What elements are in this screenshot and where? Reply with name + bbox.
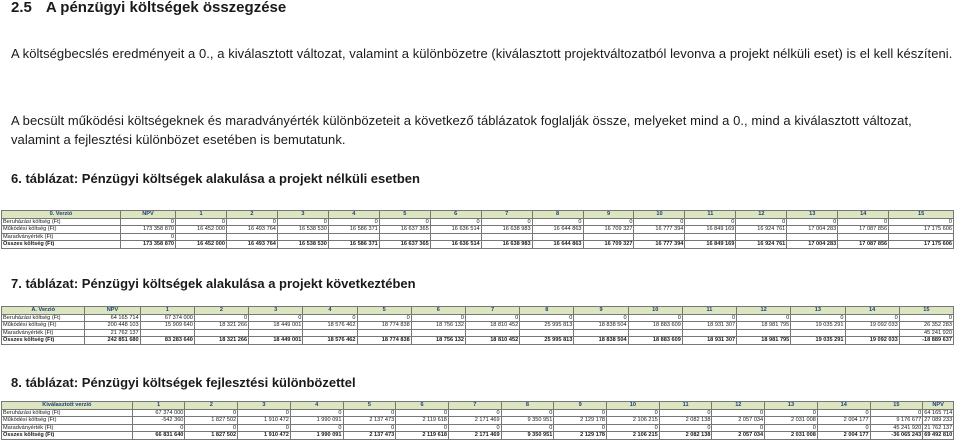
table-cell: 16 777 394: [634, 241, 685, 249]
table-cell: 18 838 504: [574, 337, 628, 345]
table-7-caption: 7. táblázat: Pénzügyi költségek alakulása a projekt következtében: [11, 276, 416, 291]
column-header: NPV: [923, 402, 954, 410]
column-header: 4: [303, 307, 357, 315]
table-cell: 0: [194, 314, 248, 322]
table-row: [2, 322, 954, 330]
section-number: 2.5: [11, 0, 32, 16]
table-cell: 0: [765, 409, 818, 417]
table-cell: 0: [659, 409, 712, 417]
table-cell: 0: [736, 218, 787, 226]
table-cell: 2 057 034: [712, 417, 765, 425]
table-cell: 18 321 266: [194, 322, 248, 330]
table-row: [2, 218, 954, 226]
table-cell: 173 358 870: [120, 226, 175, 234]
column-header: 10: [634, 211, 685, 219]
table-cell: [845, 329, 899, 337]
table-cell: [430, 233, 481, 241]
table-cell: 2 004 177: [817, 432, 870, 440]
table-cell: 17 004 283: [787, 241, 838, 249]
table-cell: [194, 329, 248, 337]
table-cell: 18 810 452: [465, 322, 519, 330]
table-cell: 200 448 103: [85, 322, 140, 330]
table-cell: 0: [290, 409, 343, 417]
table-row: [2, 226, 954, 234]
column-header: 4: [290, 402, 343, 410]
table-cell: 2 119 618: [396, 417, 449, 425]
table-cell: 1 827 502: [185, 417, 238, 425]
row-label: Maradványérték (Ft): [2, 329, 85, 337]
table-cell: 0: [765, 424, 818, 432]
table-cell: 0: [226, 218, 277, 226]
table-cell: 21 762 137: [85, 329, 140, 337]
table-cell: 0: [303, 314, 357, 322]
table-cell: 17 004 283: [787, 226, 838, 234]
column-header: Kiválasztott verzió: [2, 402, 133, 410]
column-header: 11: [659, 402, 712, 410]
table-cell: 16 452 000: [176, 226, 227, 234]
column-header: 15: [870, 402, 923, 410]
table-cell: 0: [343, 424, 396, 432]
column-header: 9: [554, 402, 607, 410]
table-cell: 16 644 863: [532, 241, 583, 249]
table-cell: 2 031 008: [765, 432, 818, 440]
table-cell: 21 762 137: [924, 424, 953, 431]
table-cell: 16 644 863: [532, 226, 583, 234]
table-cell: 0: [290, 424, 343, 432]
column-header: 14: [845, 307, 899, 315]
table-cell: [682, 329, 736, 337]
table-cell: 173 358 870: [120, 241, 175, 249]
column-header: 8: [501, 402, 554, 410]
table-cell: 17 175 606: [889, 241, 954, 249]
table-cell: 0: [411, 314, 465, 322]
table-cell: 16 493 764: [226, 226, 277, 234]
table-cell: 16 637 365: [379, 241, 430, 249]
column-header: 7: [448, 402, 501, 410]
table-cell: 16 452 000: [176, 241, 227, 249]
table-cell: 18 931 307: [682, 322, 736, 330]
table-header-row: [2, 402, 954, 410]
column-header: 1: [176, 211, 227, 219]
table-row: [2, 424, 954, 432]
table-cell: 0: [501, 409, 554, 417]
table-cell: 66 831 640: [132, 432, 185, 440]
table-7-with-project: [1, 306, 954, 345]
row-label: Működési költség (Ft): [2, 417, 133, 425]
table-cell: [249, 329, 303, 337]
table-cell: 16 586 371: [328, 226, 379, 234]
table-cell: 0: [685, 218, 736, 226]
table-cell: 2 106 215: [607, 432, 660, 440]
table-cell: 0: [634, 218, 685, 226]
table-cell: 16 637 365: [379, 226, 430, 234]
table-cell: 0: [899, 314, 953, 322]
column-header: 12: [736, 211, 787, 219]
table-cell: 0: [396, 424, 449, 432]
table-cell: 0: [712, 409, 765, 417]
table-cell: 2 137 473: [343, 432, 396, 440]
table-cell: 0: [607, 424, 660, 432]
table-cell: [277, 233, 328, 241]
table-cell: 9 350 951: [501, 432, 554, 440]
table-cell: [634, 233, 685, 241]
table-cell: 0: [120, 233, 175, 241]
column-header: 1: [132, 402, 185, 410]
table-cell: 0: [238, 424, 291, 432]
table-cell: 0: [870, 409, 923, 417]
column-header: 12: [712, 402, 765, 410]
table-cell: 0: [791, 314, 845, 322]
table-row: [2, 409, 954, 417]
intro-paragraph-2: A becsült működési költségeknek és maradványérték különbözeteit a következő táblázatok foglalják össze, melyeket mind a 0., mind a kiválasztott változat, valamint a fejlesztési különbözet esetében is bemutatunk.: [11, 113, 912, 147]
table-cell: 0: [628, 314, 682, 322]
table-row: [2, 337, 954, 345]
column-header: 2: [185, 402, 238, 410]
section-heading: [11, 0, 300, 16]
table-cell: 0: [185, 409, 238, 417]
table-cell: [574, 329, 628, 337]
table-row: [2, 432, 954, 440]
table-cell: 1 910 472: [238, 417, 291, 425]
table-cell: 16 924 761: [736, 226, 787, 234]
row-label: Működési költség (Ft): [2, 226, 121, 234]
table-cell: [889, 233, 954, 241]
table-cell: 0: [845, 314, 899, 322]
table-cell: 27 089 233: [924, 417, 953, 424]
table-cell: 0: [838, 218, 889, 226]
table-cell: 16 586 371: [328, 241, 379, 249]
table-cell: [628, 329, 682, 337]
table-cell: [481, 233, 532, 241]
table-cell: 1 990 091: [290, 432, 343, 440]
table-cell: [140, 329, 194, 337]
table-cell: 0: [176, 218, 227, 226]
table-cell: 2 129 178: [554, 432, 607, 440]
table-cell: 17 175 606: [889, 226, 954, 234]
table-cell: 18 576 462: [303, 322, 357, 330]
table-cell: 17 087 856: [838, 226, 889, 234]
column-header: 6: [430, 211, 481, 219]
table-cell: 0: [554, 409, 607, 417]
column-header: 4: [328, 211, 379, 219]
table-cell: 0: [132, 424, 185, 432]
table-cell: 19 092 033: [845, 337, 899, 345]
row-label: Működési költség (Ft): [2, 322, 85, 330]
section-title: A pénzügyi költségek összegzése: [45, 0, 287, 16]
column-header: 1: [140, 307, 194, 315]
table-cell: 19 035 291: [791, 337, 845, 345]
table-cell: 25 995 813: [520, 322, 574, 330]
table-cell: 16 849 169: [685, 241, 736, 249]
column-header: 6: [396, 402, 449, 410]
column-header: A. Verzió: [2, 307, 85, 315]
table-cell: [411, 329, 465, 337]
table-cell: 67 374 000: [140, 314, 194, 322]
table-cell: [465, 329, 519, 337]
table-cell: 16 709 327: [583, 226, 634, 234]
table-cell: 1 827 502: [185, 432, 238, 440]
table-cell: [737, 329, 791, 337]
row-label: Maradványérték (Ft): [2, 233, 121, 241]
table-cell: 2 137 473: [343, 417, 396, 425]
table-cell: [520, 329, 574, 337]
table-cell: 0: [120, 218, 175, 226]
column-header: 5: [343, 402, 396, 410]
table-cell: -36 065 243: [870, 432, 923, 440]
table-cell: 18 449 001: [249, 322, 303, 330]
table-cell: 0: [430, 218, 481, 226]
table-cell: 0: [379, 218, 430, 226]
column-header: 3: [277, 211, 328, 219]
table-cell: 0: [574, 314, 628, 322]
table-cell: 16 636 514: [430, 226, 481, 234]
table-cell: 19 092 033: [845, 322, 899, 330]
table-header-row: [2, 307, 954, 315]
table-cell: 0: [448, 424, 501, 432]
table-cell: 18 756 132: [411, 322, 465, 330]
table-cell: 0: [481, 218, 532, 226]
table-cell: 25 995 813: [520, 337, 574, 345]
table-cell: 18 981 795: [737, 322, 791, 330]
table-cell: 16 538 530: [277, 241, 328, 249]
table-cell: 18 576 462: [303, 337, 357, 345]
table-cell: [328, 233, 379, 241]
table-cell: 67 374 000: [132, 409, 185, 417]
table-6-caption: 6. táblázat: Pénzügyi költségek alakulása a projekt nélküli esetben: [11, 171, 420, 186]
column-header: NPV: [120, 211, 175, 219]
table-8-caption: 8. táblázat: Pénzügyi költségek fejlesztési különbözettel: [11, 375, 356, 390]
table-cell: 69 492 810: [924, 432, 953, 439]
table-cell: [787, 233, 838, 241]
table-cell: 18 883 609: [628, 337, 682, 345]
table-cell: 0: [787, 218, 838, 226]
table-cell: 0: [532, 218, 583, 226]
table-cell: 19 035 291: [791, 322, 845, 330]
table-cell: 18 981 795: [737, 337, 791, 345]
table-cell: 0: [238, 409, 291, 417]
column-header: 5: [357, 307, 411, 315]
table-header-row: [2, 211, 954, 219]
column-header: 0. Verzió: [2, 211, 121, 219]
column-header: 3: [238, 402, 291, 410]
table-cell: 18 838 504: [574, 322, 628, 330]
column-header: 15: [889, 211, 954, 219]
table-cell: 0: [501, 424, 554, 432]
table-cell: 0: [277, 218, 328, 226]
table-cell: 18 756 132: [411, 337, 465, 345]
table-cell: 16 638 983: [481, 226, 532, 234]
table-cell: 0: [817, 409, 870, 417]
table-cell: 16 538 530: [277, 226, 328, 234]
table-cell: 2 171 469: [448, 417, 501, 425]
table-cell: 0: [607, 409, 660, 417]
table-cell: 2 082 138: [659, 432, 712, 440]
table-cell: 2 031 008: [765, 417, 818, 425]
table-cell: 16 636 514: [430, 241, 481, 249]
column-header: 13: [765, 402, 818, 410]
table-cell: [357, 329, 411, 337]
column-header: 10: [628, 307, 682, 315]
row-label: Összes költség (Ft): [2, 241, 121, 249]
table-row: [2, 329, 954, 337]
table-cell: 0: [465, 314, 519, 322]
table-cell: 64 165 714: [924, 409, 953, 416]
table-cell: 16 638 983: [481, 241, 532, 249]
table-cell: 0: [682, 314, 736, 322]
table-cell: 0: [343, 409, 396, 417]
table-cell: 17 087 856: [838, 241, 889, 249]
table-6-no-project: [1, 210, 954, 249]
table-cell: 0: [737, 314, 791, 322]
table-cell: 18 449 001: [249, 337, 303, 345]
table-cell: 0: [396, 409, 449, 417]
column-header: 5: [379, 211, 430, 219]
table-cell: 18 321 266: [194, 337, 248, 345]
table-cell: 242 851 680: [85, 337, 140, 345]
table-cell: 2 082 138: [659, 417, 712, 425]
table-cell: 64 165 714: [85, 314, 140, 322]
column-header: 12: [737, 307, 791, 315]
table-cell: 0: [520, 314, 574, 322]
table-cell: 9 350 951: [501, 417, 554, 425]
column-header: 15: [899, 307, 953, 315]
table-cell: 83 283 640: [140, 337, 194, 345]
column-header: 11: [685, 211, 736, 219]
column-header: 14: [817, 402, 870, 410]
table-cell: 1 990 091: [290, 417, 343, 425]
table-cell: [736, 233, 787, 241]
column-header: 3: [249, 307, 303, 315]
column-header: 14: [838, 211, 889, 219]
table-cell: 18 810 452: [465, 337, 519, 345]
table-cell: -542 360: [132, 417, 185, 425]
table-cell: [532, 233, 583, 241]
table-cell: [791, 329, 845, 337]
column-header: 8: [532, 211, 583, 219]
column-header: 7: [481, 211, 532, 219]
row-label: Beruházási költség (Ft): [2, 314, 85, 322]
table-cell: 2 057 034: [712, 432, 765, 440]
table-cell: 16 849 169: [685, 226, 736, 234]
column-header: NPV: [85, 307, 140, 315]
table-cell: 2 171 469: [448, 432, 501, 440]
table-row: [2, 241, 954, 249]
table-8-development-difference: [1, 401, 954, 440]
table-cell: 16 924 761: [736, 241, 787, 249]
table-cell: [176, 233, 227, 241]
table-cell: 2 119 618: [396, 432, 449, 440]
row-label: Összes költség (Ft): [2, 432, 133, 440]
row-label: Beruházási költség (Ft): [2, 218, 121, 226]
column-header: 8: [520, 307, 574, 315]
table-cell: 16 709 327: [583, 241, 634, 249]
table-cell: 2 106 215: [607, 417, 660, 425]
column-header: 10: [607, 402, 660, 410]
table-cell: 0: [249, 314, 303, 322]
table-cell: 45 241 920: [899, 329, 953, 337]
table-cell: 0: [659, 424, 712, 432]
table-cell: [685, 233, 736, 241]
table-cell: 0: [889, 218, 954, 226]
intro-paragraph-1: A költségbecslés eredményeit a 0., a kiválasztott változat, valamint a különbözetre (kiválasztott projektváltozatból levonva a projekt nélküli eset) is el kell készíteni.: [11, 46, 953, 61]
column-header: 6: [411, 307, 465, 315]
table-cell: [226, 233, 277, 241]
table-cell: 0: [448, 409, 501, 417]
table-cell: [303, 329, 357, 337]
column-header: 2: [194, 307, 248, 315]
table-cell: 0: [817, 424, 870, 432]
table-cell: 1 910 472: [238, 432, 291, 440]
table-cell: 26 352 283: [899, 322, 953, 330]
table-cell: 0: [712, 424, 765, 432]
table-cell: [583, 233, 634, 241]
table-row: [2, 314, 954, 322]
column-header: 2: [226, 211, 277, 219]
column-header: 9: [574, 307, 628, 315]
table-cell: 0: [328, 218, 379, 226]
table-row: [2, 417, 954, 425]
column-header: 11: [682, 307, 736, 315]
table-cell: 18 774 838: [357, 337, 411, 345]
column-header: 7: [465, 307, 519, 315]
table-cell: 18 883 609: [628, 322, 682, 330]
column-header: 13: [787, 211, 838, 219]
column-header: 13: [791, 307, 845, 315]
table-cell: [838, 233, 889, 241]
table-cell: 2 129 178: [554, 417, 607, 425]
row-label: Maradványérték (Ft): [2, 424, 133, 432]
row-label: Összes költség (Ft): [2, 337, 85, 345]
table-cell: 18 774 838: [357, 322, 411, 330]
table-cell: 18 931 307: [682, 337, 736, 345]
table-row: [2, 233, 954, 241]
table-cell: 0: [554, 424, 607, 432]
table-cell: 0: [357, 314, 411, 322]
table-cell: 9 176 677: [870, 417, 923, 425]
row-label: Beruházási költség (Ft): [2, 409, 133, 417]
table-cell: 15 909 640: [140, 322, 194, 330]
table-cell: 2 004 177: [817, 417, 870, 425]
table-cell: 0: [185, 424, 238, 432]
table-cell: -18 889 637: [899, 337, 953, 345]
table-cell: 16 493 764: [226, 241, 277, 249]
table-cell: 45 241 920: [870, 424, 923, 432]
table-cell: [379, 233, 430, 241]
column-header: 9: [583, 211, 634, 219]
table-cell: 16 777 394: [634, 226, 685, 234]
table-cell: 0: [583, 218, 634, 226]
